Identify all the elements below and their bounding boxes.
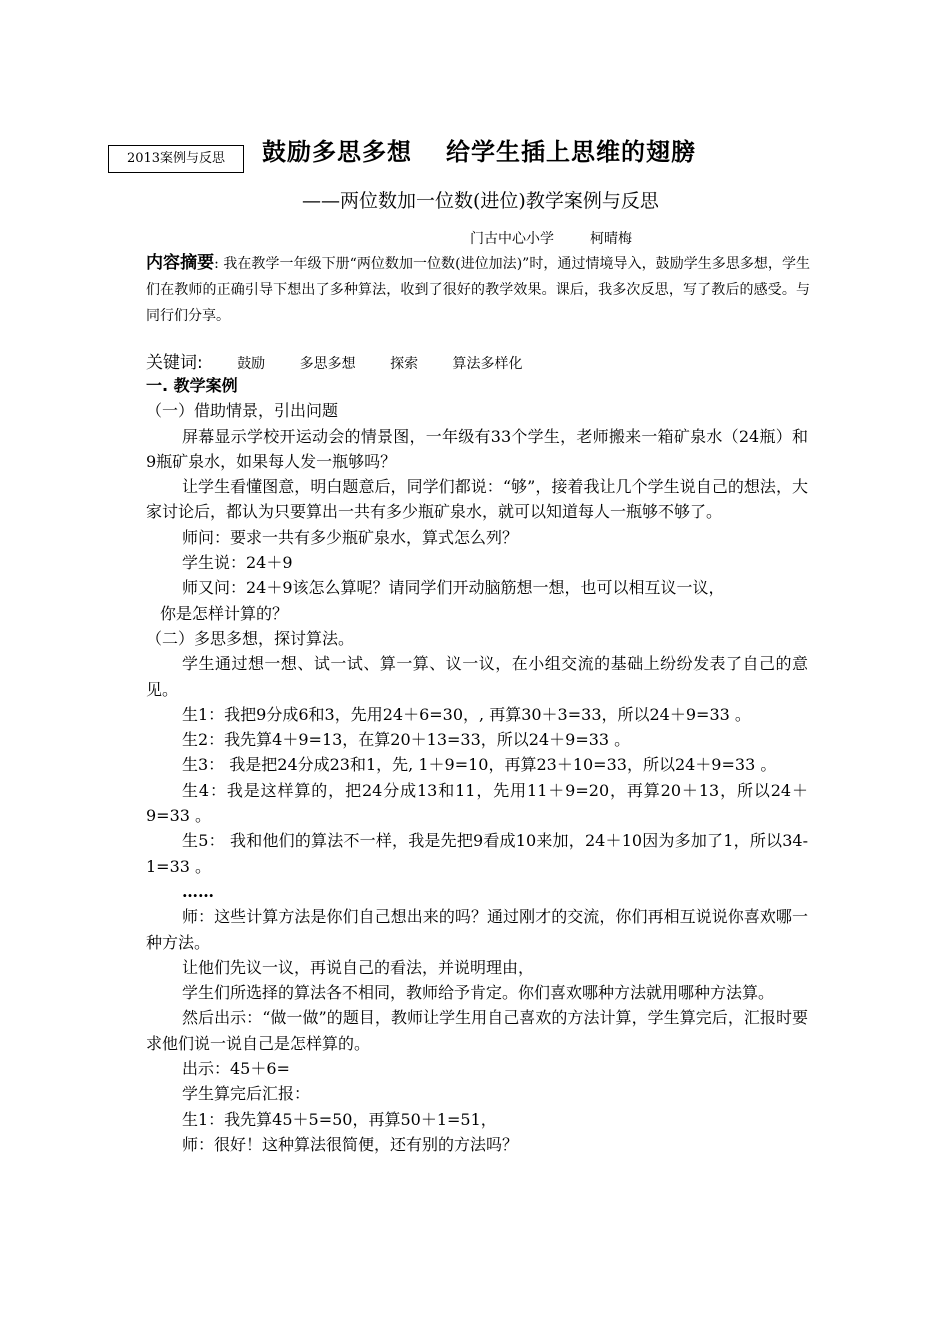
paragraph: 让学生看懂图意，明白题意后，同学们都说：“够”，接着我让几个学生说自己的想法，大家讨论后，都认为只要算出一共有多少瓶矿泉水，就可以知道每人一瓶够不够了。 xyxy=(146,477,808,522)
abstract-text: : 我在教学一年级下册“两位数加一位数(进位加法)”时，通过情境导入，鼓励学生多思多想，学生们在教师的正确引导下想出了多种算法，收到了很好的教学效果。课后，我多次反思，写了教后的感受。与同行们分享。 xyxy=(146,256,811,324)
abstract-label: 内容摘要 xyxy=(146,253,215,273)
paragraph: 让他们先议一议，再说自己的看法，并说明理由， xyxy=(182,957,535,977)
paragraph: 师：这些计算方法是你们自己想出来的吗？通过刚才的交流，你们再相互说说你喜欢哪一种方法。 xyxy=(146,907,808,952)
paragraph: 师又问：24＋9该怎么算呢？请同学们开动脑筋想一想，也可以相互议一议， xyxy=(182,578,725,598)
paragraph: 学生们所选择的算法各不相同，教师给予肯定。你们喜欢哪种方法就用哪种方法算。 xyxy=(182,983,775,1003)
ellipsis: …… xyxy=(182,881,214,901)
paragraph: 生5： 我和他们的算法不一样，我是先把9看成10来加，24＋10因为多加了1，所以34-1=33 。 xyxy=(146,831,808,876)
paragraph: 师：很好！这种算法很简便，还有别的方法吗？ xyxy=(182,1134,519,1154)
paragraph: 生1：我先算45＋5=50，再算50＋1=51， xyxy=(182,1109,497,1129)
author-school: 门古中心小学 xyxy=(470,231,554,247)
paragraph: 出示：45＋6= xyxy=(182,1059,290,1079)
subsection-heading: （一）借助情景，引出问题 xyxy=(146,401,339,421)
author-name: 柯晴梅 xyxy=(590,231,632,247)
paragraph: 生3： 我是把24分成23和1，先, 1＋9=10，再算23＋10=33，所以24＋9=33 。 xyxy=(182,755,777,775)
section-heading: 一. 教学案例 xyxy=(146,376,238,395)
paragraph: 然后出示：“做一做”的题目，教师让学生用自己喜欢的方法计算，学生算完后，汇报时要求他们说一说自己是怎样算的。 xyxy=(146,1008,808,1053)
author-line xyxy=(470,228,632,248)
paragraph: 生2：我先算4＋9=13，在算20＋13=33，所以24＋9=33 。 xyxy=(182,730,631,750)
document-body xyxy=(146,373,808,1157)
case-label-box: 2013案例与反思 xyxy=(108,145,244,173)
abstract xyxy=(146,250,810,329)
title-part-1: 鼓励多思多想 xyxy=(262,137,412,166)
paragraph: 生1：我把9分成6和3，先用24＋6=30，, 再算30＋3=33，所以24＋9=33 。 xyxy=(182,704,751,724)
keywords-label: 关键词: xyxy=(146,353,203,373)
keywords-line xyxy=(146,348,523,373)
subsection-heading: （二）多思多想，探讨算法。 xyxy=(146,628,355,648)
keyword: 探索 xyxy=(390,356,419,372)
paragraph: 学生说：24＋9 xyxy=(182,553,293,573)
keyword: 算法多样化 xyxy=(452,356,523,372)
paragraph: 屏幕显示学校开运动会的情景图，一年级有33个学生，老师搬来一箱矿泉水（24瓶）和9瓶矿泉水，如果每人发一瓶够吗？ xyxy=(146,426,808,471)
keyword: 多思多想 xyxy=(299,356,356,372)
paragraph: 学生算完后汇报： xyxy=(182,1084,311,1104)
keyword: 鼓励 xyxy=(237,356,266,372)
title-part-2: 给学生插上思维的翅膀 xyxy=(446,137,696,166)
paragraph: 师问：要求一共有多少瓶矿泉水，算式怎么列？ xyxy=(182,527,519,547)
paragraph: 生4：我是这样算的，把24分成13和11，先用11＋9=20，再算20＋13，所以24＋9=33 。 xyxy=(146,780,808,826)
page-subtitle: ——两位数加一位数(进位)教学案例与反思 xyxy=(302,190,659,212)
paragraph: 学生通过想一想、试一试、算一算、议一议，在小组交流的基础上纷纷发表了自己的意见。 xyxy=(146,654,808,699)
page-title xyxy=(262,132,696,167)
paragraph: 你是怎样计算的？ xyxy=(160,603,289,623)
